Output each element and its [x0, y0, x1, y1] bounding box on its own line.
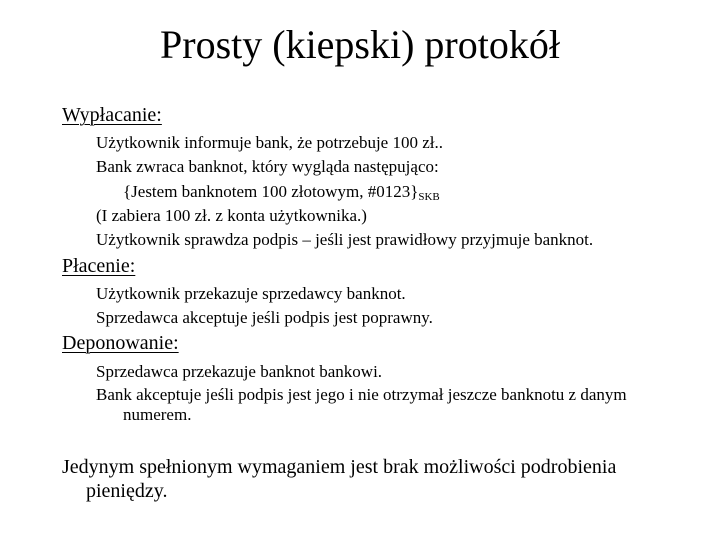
- banknote-text: {Jestem banknotem 100 złotowym, #0123}: [123, 182, 419, 201]
- signature-key-subscript: SKB: [418, 191, 440, 203]
- conclusion-line-1: Jedynym spełnionym wymaganiem jest brak możliwości podrobienia: [62, 456, 617, 478]
- section-heading-deposit: Deponowanie:: [62, 332, 179, 354]
- slide-title: Prosty (kiepski) protokół: [160, 22, 560, 67]
- list-item: Użytkownik informuje bank, że potrzebuje 100 zł..: [96, 133, 443, 152]
- list-item: Bank zwraca banknot, który wygląda następująco:: [96, 157, 439, 176]
- list-item-continuation: numerem.: [123, 405, 192, 424]
- list-item: Użytkownik przekazuje sprzedawcy banknot.: [96, 284, 406, 303]
- section-heading-payment: Płacenie:: [62, 255, 136, 277]
- list-item: Sprzedawca akceptuje jeśli podpis jest poprawny.: [96, 308, 433, 327]
- list-item: Sprzedawca przekazuje banknot bankowi.: [96, 362, 383, 381]
- section-heading-withdrawal: Wypłacanie:: [62, 104, 162, 126]
- list-item: Użytkownik sprawdza podpis – jeśli jest prawidłowy przyjmuje banknot.: [96, 230, 594, 249]
- banknote-formula: [123, 181, 440, 203]
- conclusion-line-2: pieniędzy.: [86, 480, 168, 502]
- list-item: Bank akceptuje jeśli podpis jest jego i nie otrzymał jeszcze banknotu z danym: [96, 385, 627, 404]
- list-item: (I zabiera 100 zł. z konta użytkownika.): [96, 206, 367, 225]
